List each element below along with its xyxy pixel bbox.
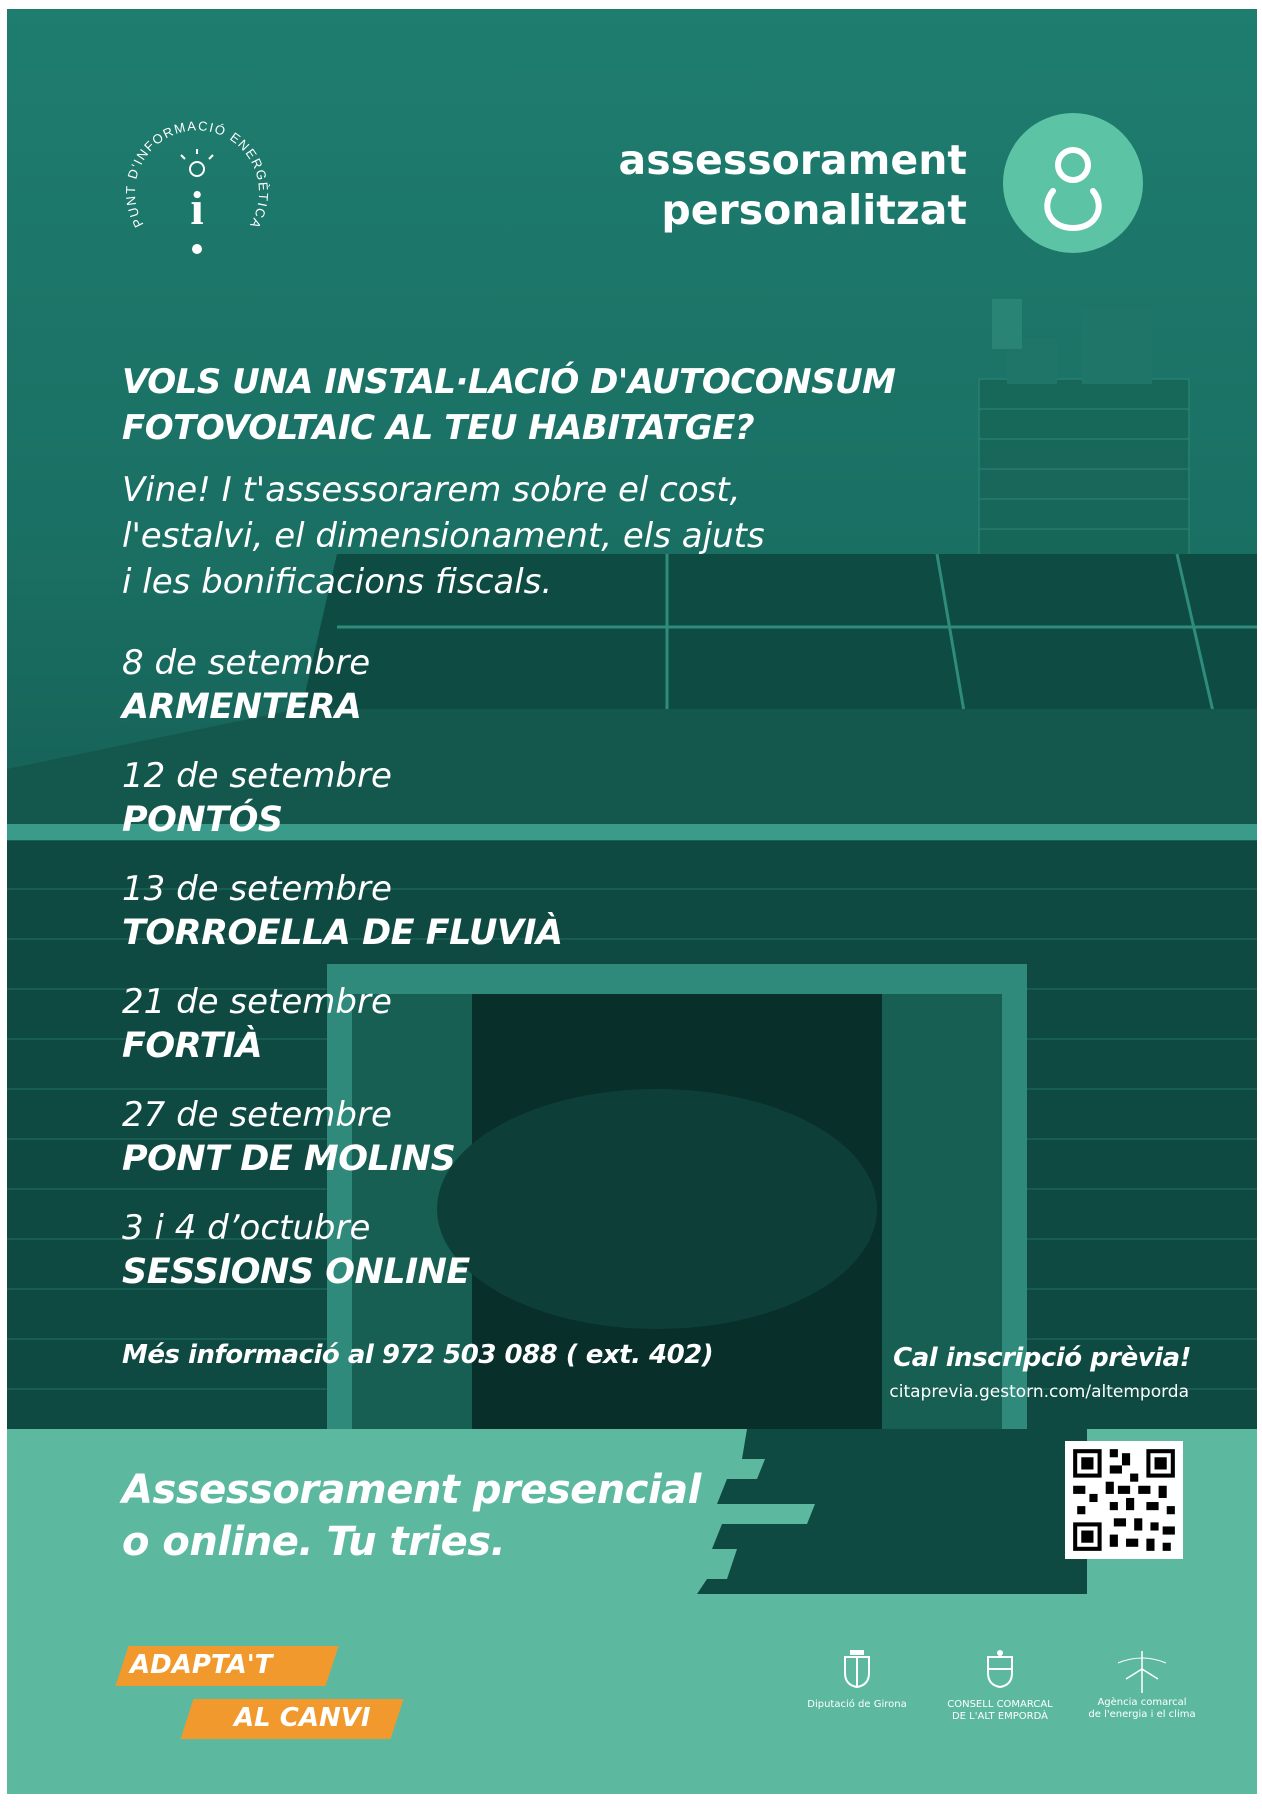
sponsor-name-line2: de l'energia i el clima	[1088, 1709, 1196, 1720]
session-item	[122, 980, 563, 1093]
headline-line2: FOTOVOLTAIC AL TEU HABITATGE?	[122, 408, 755, 448]
intro-line3: i les bonificacions fiscals.	[122, 562, 553, 602]
service-title	[619, 135, 967, 235]
logo-letter: i	[190, 182, 204, 235]
sponsor-agencia	[1077, 1649, 1207, 1721]
headline	[122, 359, 896, 451]
campaign-line2: AL CANVI	[234, 1703, 371, 1733]
person-icon	[1003, 113, 1143, 253]
logo-ring-text: PUNT D'INFORMACIÓ ENERGÈTICA	[122, 118, 272, 233]
intro-text	[122, 467, 765, 605]
registration-link[interactable]: citaprevia.gestorn.com/altemporda	[889, 1382, 1189, 1402]
person-badge	[1003, 113, 1143, 253]
session-item	[122, 867, 563, 980]
session-list	[122, 641, 563, 1319]
sponsor-name-line1: Agència comarcal	[1097, 1697, 1187, 1708]
intro-line1: Vine! I t'assessorarem sobre el cost,	[122, 470, 741, 510]
session-date: 13 de setembre	[122, 869, 392, 909]
band-tagline	[122, 1464, 701, 1568]
registration-note: Cal inscripció prèvia!	[893, 1343, 1191, 1373]
session-place: FORTIÀ	[122, 1026, 263, 1066]
session-item	[122, 641, 563, 754]
poster	[7, 9, 1257, 1794]
session-date: 8 de setembre	[122, 643, 371, 683]
band-tagline-line1: Assessorament presencial	[122, 1467, 701, 1513]
headline-line1: VOLS UNA INSTAL·LACIÓ D'AUTOCONSUM	[122, 362, 896, 402]
session-date: 27 de setembre	[122, 1095, 392, 1135]
intro-line2: l'estalvi, el dimensionament, els ajuts	[122, 516, 765, 556]
sponsor-name-line1: CONSELL COMARCAL	[947, 1699, 1053, 1710]
qr-code[interactable]	[1065, 1441, 1183, 1559]
sponsor-diputacio	[787, 1649, 927, 1711]
session-item	[122, 1093, 563, 1206]
session-place: SESSIONS ONLINE	[122, 1252, 470, 1292]
sponsor-name-line2: DE L'ALT EMPORDÀ	[951, 1711, 1048, 1722]
session-date: 21 de setembre	[122, 982, 392, 1022]
session-place: ARMENTERA	[122, 687, 362, 727]
session-date: 3 i 4 d’octubre	[122, 1208, 371, 1248]
session-place: PONTÓS	[122, 800, 283, 840]
session-item	[122, 754, 563, 867]
campaign-line1: ADAPTA'T	[130, 1650, 273, 1680]
band-tagline-line2: o online. Tu tries.	[122, 1519, 506, 1565]
session-place: TORROELLA DE FLUVIÀ	[122, 913, 563, 953]
sponsor-name: Diputació de Girona	[807, 1699, 907, 1710]
info-point-logo	[117, 109, 277, 269]
coat-of-arms-icon	[842, 1649, 872, 1689]
service-title-line2: personalitzat	[661, 186, 967, 234]
contact-phone[interactable]: Més informació al 972 503 088 ( ext. 402)	[122, 1340, 714, 1370]
session-item	[122, 1206, 563, 1319]
sponsor-consell	[925, 1649, 1075, 1723]
session-date: 12 de setembre	[122, 756, 392, 796]
wind-turbine-icon	[1114, 1649, 1170, 1693]
decorative-stripes	[647, 1429, 1087, 1594]
coat-of-arms-icon	[985, 1649, 1015, 1689]
service-title-line1: assessorament	[618, 136, 967, 184]
session-place: PONT DE MOLINS	[122, 1139, 456, 1179]
campaign-mark	[102, 1641, 422, 1751]
